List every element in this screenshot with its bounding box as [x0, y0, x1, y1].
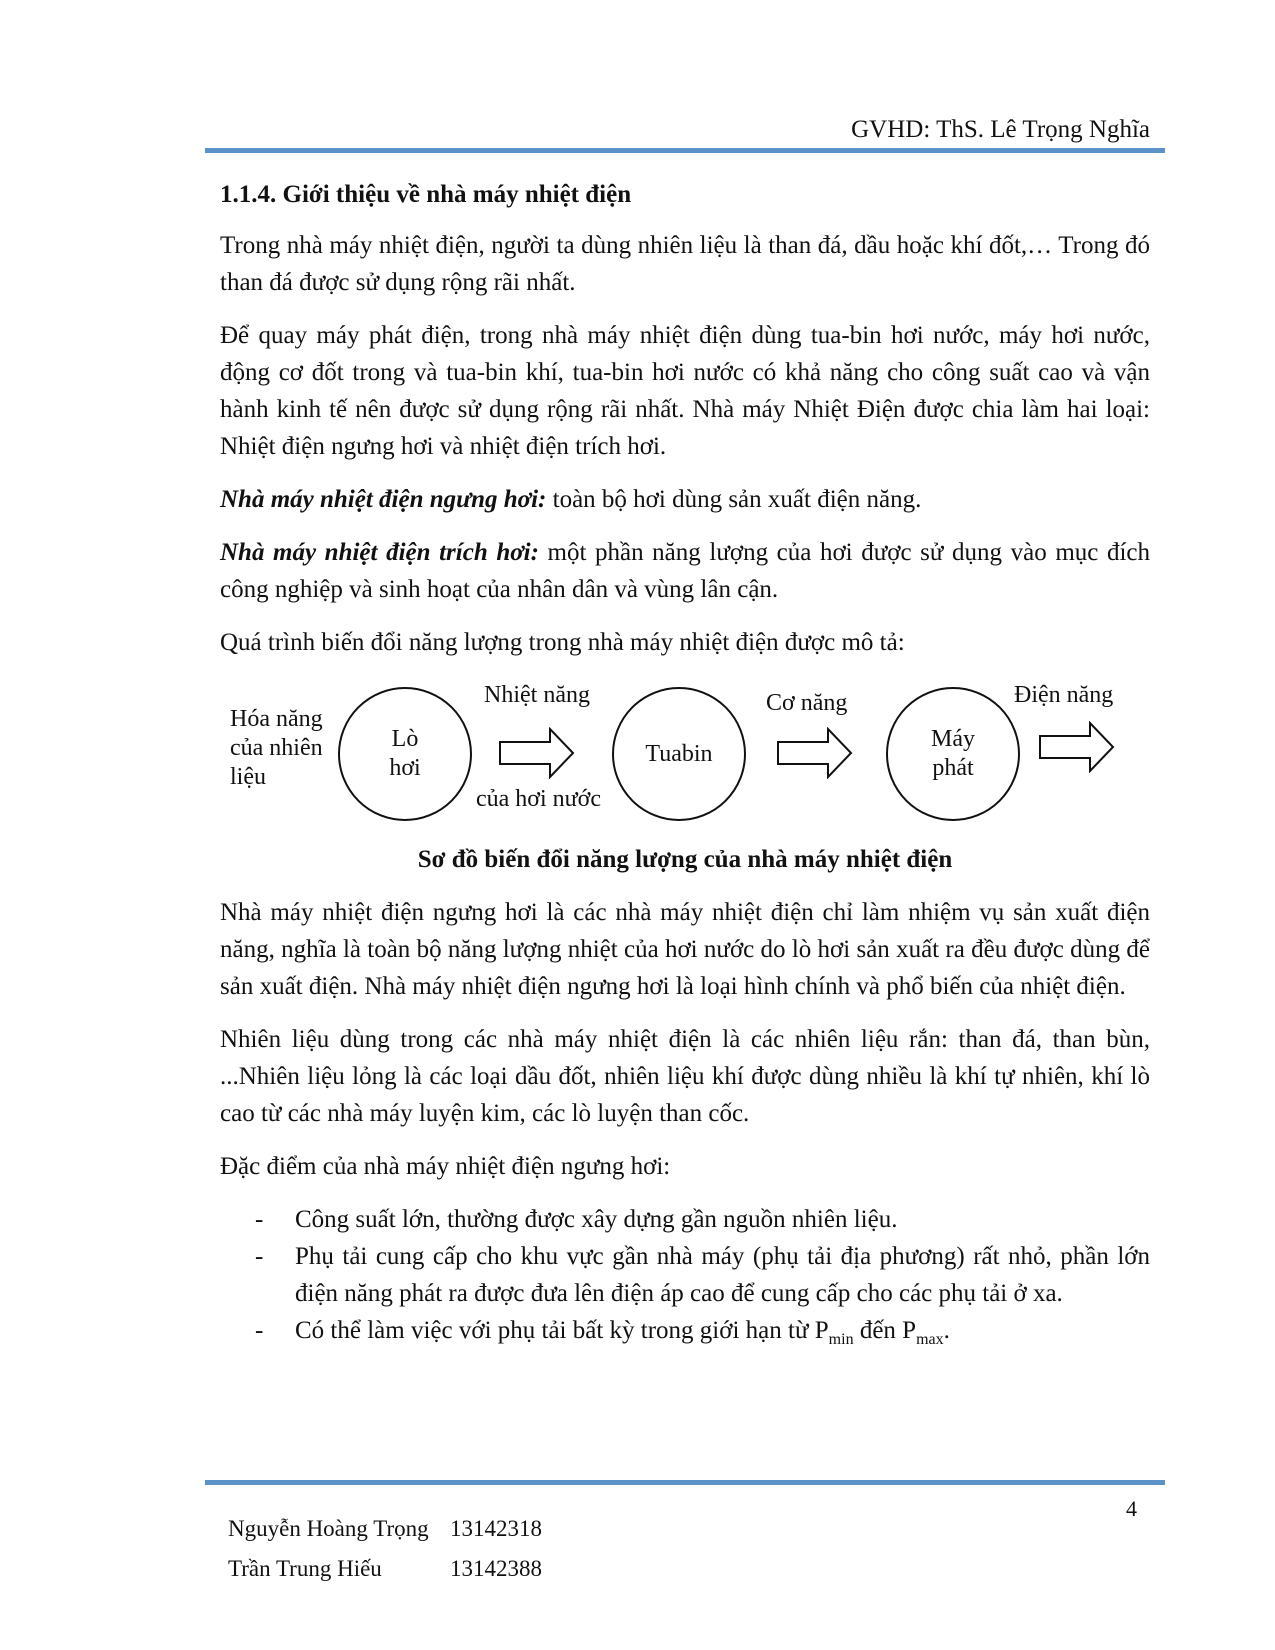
- arrow-1-top-label: Nhiệt năng: [484, 682, 590, 708]
- section-title: 1.1.4. Giới thiệu về nhà máy nhiệt điện: [220, 181, 632, 208]
- author-1-name: Nguyễn Hoàng Trọng: [228, 1516, 429, 1541]
- boiler-circle: [338, 687, 472, 821]
- paragraph-3: [220, 481, 1150, 518]
- p-min-subscript: min: [828, 1331, 854, 1348]
- paragraph-7: Nhiên liệu dùng trong các nhà máy nhiệt điện là các nhiên liệu rắn: than đá, than bùn, ...Nhiên liệu lỏng là các loại dầu đốt, nhiên liệu khí được dùng nhiều là khí tự nhiên, khí lò cao từ các nhà máy luyện kim, các lò luyện than cốc.: [220, 1026, 1150, 1127]
- arrow-2-top-label: Cơ năng: [766, 690, 848, 716]
- author-2-id: 13142388: [450, 1556, 542, 1581]
- bullet-dash: -: [255, 1243, 264, 1270]
- paragraph-3-text: toàn bộ hơi dùng sản xuất điện năng.: [546, 486, 922, 513]
- list-item: [220, 1312, 1150, 1358]
- feature-list: [220, 1201, 1150, 1358]
- diagram-input-label: [230, 705, 323, 792]
- bullet-3-post: .: [943, 1317, 950, 1344]
- arrow-1-bottom-label: của hơi nước: [476, 786, 602, 812]
- page-number: 4: [1126, 1496, 1137, 1521]
- turbine-label: Tuabin: [645, 740, 713, 767]
- footer-author-1: [228, 1516, 542, 1542]
- footer-rule: [205, 1480, 1165, 1485]
- generator-circle: [886, 687, 1020, 821]
- p-max-subscript: max: [916, 1331, 944, 1348]
- turbine-circle: [612, 687, 746, 821]
- boiler-line-2: hơi: [389, 755, 421, 781]
- bullet-3-pre: Có thể làm việc với phụ tải bất kỳ trong giới hạn từ P: [295, 1317, 829, 1344]
- paragraph-4-text: một phần năng lượng của hơi được sử dụng vào mục đích công nghiệp và sinh hoạt của nhân dân và vùng lân cận.: [220, 539, 1151, 603]
- term-condensing: Nhà máy nhiệt điện ngưng hơi:: [220, 486, 547, 513]
- bullet-dash: -: [255, 1206, 264, 1233]
- footer-author-2: [228, 1556, 542, 1582]
- paragraph-6: Nhà máy nhiệt điện ngưng hơi là các nhà máy nhiệt điện chỉ làm nhiệm vụ sản xuất điện năng, nghĩa là toàn bộ năng lượng nhiệt của hơi nước do lò hơi sản xuất ra đều được dùng để sản xuất điện. Nhà máy nhiệt điện ngưng hơi là loại hình chính và phổ biến của nhiệt điện.: [220, 899, 1150, 1000]
- paragraph-4: [220, 534, 1150, 608]
- paragraph-8: Đặc điểm của nhà máy nhiệt điện ngưng hơi:: [220, 1153, 671, 1180]
- page-content: [220, 176, 1150, 1358]
- list-item: [220, 1201, 1150, 1238]
- paragraph-2: Để quay máy phát điện, trong nhà máy nhiệt điện dùng tua-bin hơi nước, máy hơi nước, động cơ đốt trong và tua-bin khí, tua-bin hơi nước có khả năng cho công suất cao và vận hành kinh tế nên được sử dụng rộng rãi nhất. Nhà máy Nhiệt Điện được chia làm hai loại: Nhiệt điện ngưng hơi và nhiệt điện trích hơi.: [220, 322, 1150, 460]
- header-supervisor: GVHD: ThS. Lê Trọng Nghĩa: [851, 116, 1150, 143]
- arrow-3-top-label: Điện năng: [1014, 682, 1114, 708]
- bullet-1-text: Công suất lớn, thường được xây dựng gần nguồn nhiên liệu.: [295, 1206, 898, 1233]
- bullet-dash: -: [255, 1317, 264, 1344]
- author-1-id: 13142318: [450, 1516, 542, 1541]
- input-label-line-1: Hóa năng: [230, 706, 323, 732]
- arrow-3-icon: [1038, 721, 1116, 773]
- diagram-caption: Sơ đồ biến đổi năng lượng của nhà máy nhiệt điện: [417, 846, 953, 873]
- list-item: [220, 1238, 1150, 1312]
- header-rule: [205, 148, 1165, 153]
- paragraph-1: Trong nhà máy nhiệt điện, người ta dùng nhiên liệu là than đá, dầu hoặc khí đốt,… Trong đó than đá được sử dụng rộng rãi nhất.: [220, 232, 1150, 296]
- arrow-1-icon: [498, 727, 576, 779]
- term-extraction: Nhà máy nhiệt điện trích hơi:: [220, 539, 539, 566]
- boiler-line-1: Lò: [391, 726, 419, 752]
- author-2-name: Trần Trung Hiếu: [228, 1556, 382, 1581]
- bullet-3-mid: đến P: [853, 1317, 917, 1344]
- paragraph-5: Quá trình biến đổi năng lượng trong nhà máy nhiệt điện được mô tả:: [220, 629, 905, 656]
- input-label-line-3: liệu: [230, 764, 266, 790]
- input-label-line-2: của nhiên: [230, 735, 323, 761]
- energy-diagram: [220, 675, 1150, 835]
- generator-line-2: phát: [932, 755, 974, 781]
- arrow-2-icon: [776, 727, 854, 779]
- generator-line-1: Máy: [931, 726, 975, 752]
- bullet-2-text: Phụ tải cung cấp cho khu vực gần nhà máy (phụ tải địa phương) rất nhỏ, phần lớn điện năng phát ra được đưa lên điện áp cao để cung cấp cho các phụ tải ở xa.: [295, 1243, 1150, 1307]
